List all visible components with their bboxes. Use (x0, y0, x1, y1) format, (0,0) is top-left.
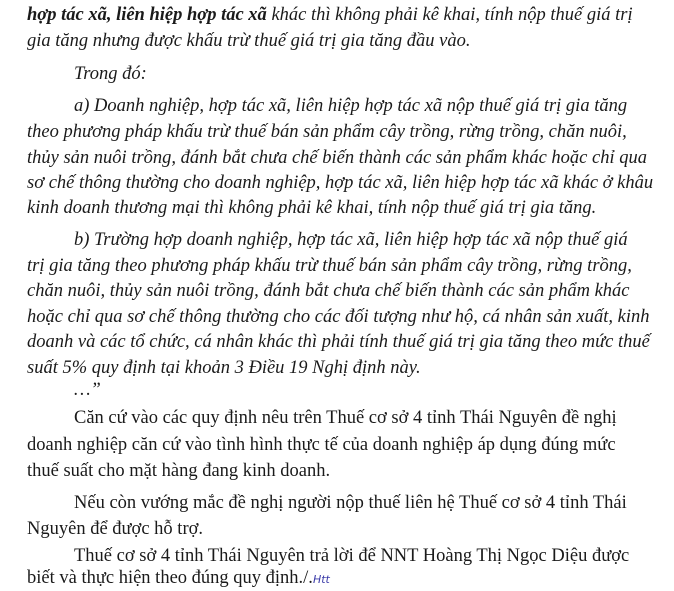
item-a-line-1: a) Doanh nghiệp, hợp tác xã, liên hiệp hợp tác xã nộp thuế giá trị gia tăng (74, 96, 628, 116)
ellipsis-quote: …” (74, 380, 101, 400)
item-a-line-3: thủy sản nuôi trồng, đánh bắt chưa chế biến thành các sản phẩm khác hoặc chỉ qua (27, 148, 647, 168)
item-a-line-5: kinh doanh thương mại thì không phải kê khai, tính nộp thuế giá trị gia tăng. (27, 198, 597, 218)
item-b-line-6: suất 5% quy định tại khoản 3 Điều 19 Nghị định này. (27, 358, 421, 378)
contact-line-2: Nguyên để được hỗ trợ. (27, 519, 204, 539)
handwritten-signature-mark: Htt (312, 573, 330, 586)
intro-line-1-rest: khác thì không phải kê khai, tính nộp thuế giá trị (266, 5, 633, 25)
reply-line-2-text: biết và thực hiện theo đúng quy định./. (27, 568, 313, 588)
basis-line-1: Căn cứ vào các quy định nêu trên Thuế cơ sở 4 tỉnh Thái Nguyên đề nghị (74, 408, 617, 428)
item-b-line-1: b) Trường hợp doanh nghiệp, hợp tác xã, liên hiệp hợp tác xã nộp thuế giá (74, 230, 628, 250)
basis-line-2: doanh nghiệp căn cứ vào tình hình thực tế của doanh nghiệp áp dụng đúng mức (27, 435, 616, 455)
item-b-line-4: hoặc chỉ qua sơ chế thông thường cho các đối tượng như hộ, cá nhân sản xuất, kinh (27, 307, 650, 327)
item-b-line-5: doanh và các tổ chức, cá nhân khác thì phải tính thuế giá trị gia tăng theo mức thuế (27, 332, 650, 352)
item-b-line-2: trị gia tăng theo phương pháp khấu trừ thuế bán sản phẩm cây trồng, rừng trồng, (27, 256, 632, 276)
reply-line-2 (27, 567, 330, 591)
basis-line-3: thuế suất cho mặt hàng đang kinh doanh. (27, 461, 331, 481)
item-a-line-2: theo phương pháp khấu trừ thuế bán sản phẩm cây trồng, rừng trồng, chăn nuôi, (27, 122, 627, 142)
trong-do-label: Trong đó: (74, 64, 147, 84)
intro-bold-text: hợp tác xã, liên hiệp hợp tác xã (27, 5, 267, 25)
intro-line-1 (27, 4, 633, 26)
intro-line-2: gia tăng nhưng được khấu trừ thuế giá trị gia tăng đầu vào. (27, 31, 471, 51)
item-b-line-3: chăn nuôi, thủy sản nuôi trồng, đánh bắt chưa chế biến thành các sản phẩm khác (27, 281, 630, 301)
contact-line-1: Nếu còn vướng mắc đề nghị người nộp thuế liên hệ Thuế cơ sở 4 tỉnh Thái (74, 493, 627, 513)
item-a-line-4: sơ chế thông thường cho doanh nghiệp, hợp tác xã, liên hiệp hợp tác xã khác ở khâu (27, 173, 654, 193)
reply-line-1: Thuế cơ sở 4 tỉnh Thái Nguyên trả lời để NNT Hoàng Thị Ngọc Diệu được (74, 546, 630, 566)
